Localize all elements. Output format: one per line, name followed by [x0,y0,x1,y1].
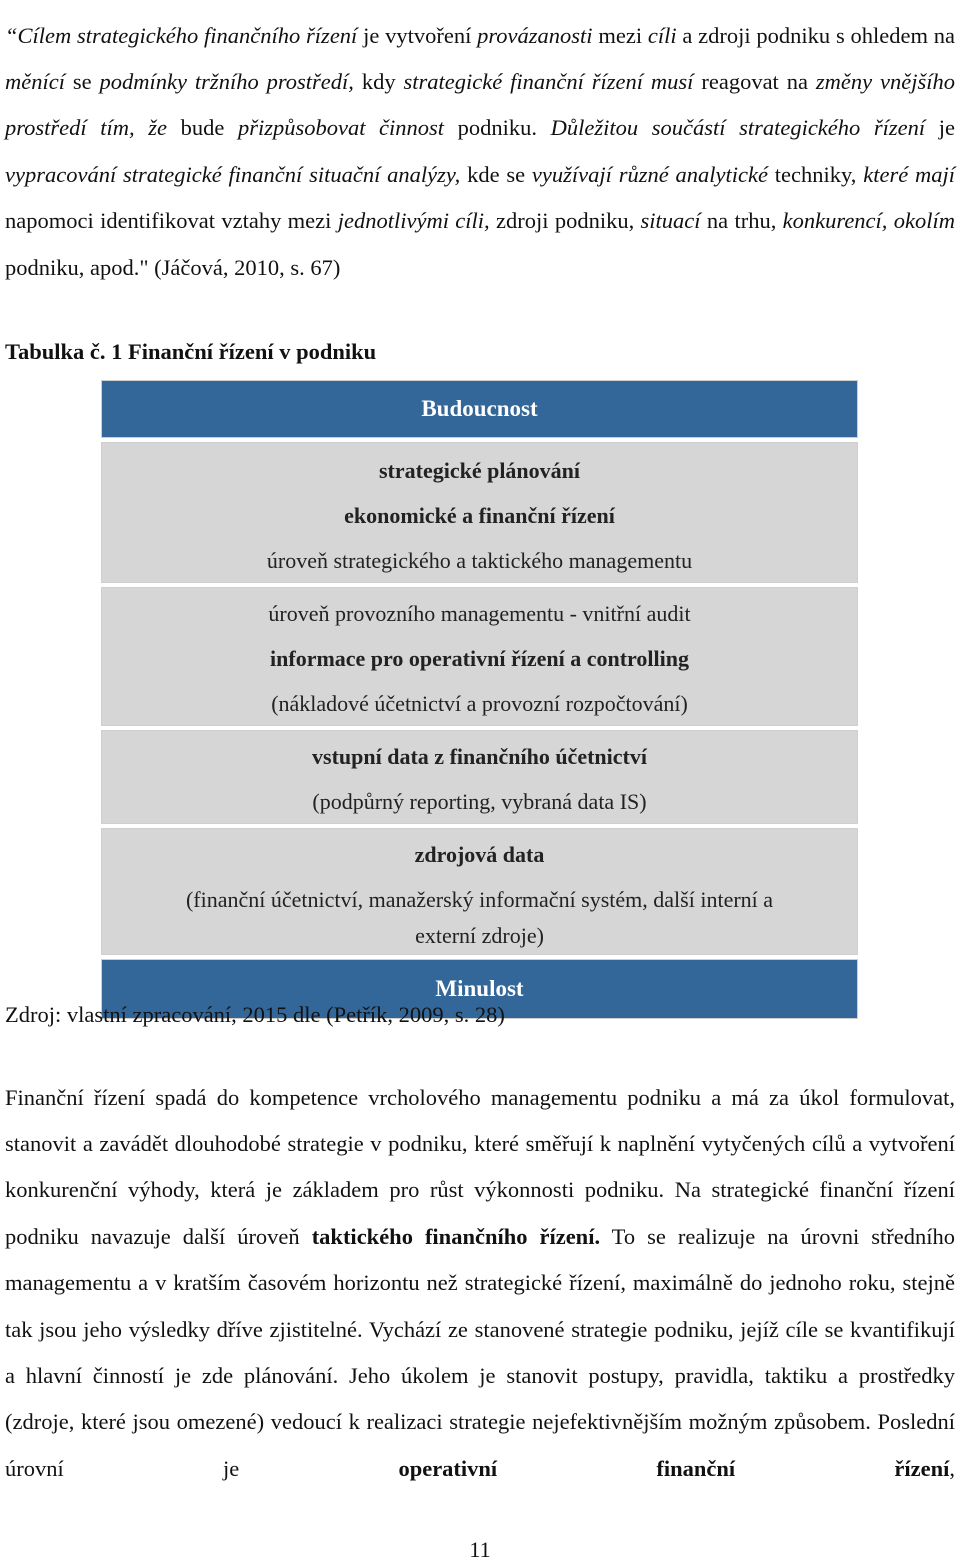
row-line: úroveň provozního managementu - vnitřní audit [268,601,691,626]
table-row-input-data [101,730,858,824]
quote-segment: přizpůsobovat činnost [237,115,445,141]
body-segment: , [949,1455,956,1481]
quote-segment: konkurencí, okolím [782,208,955,234]
table-row-source-data [101,828,858,955]
quote-segment: napomoci identifikovat vztahy mezi [5,208,338,234]
body-paragraph [5,1075,955,1493]
body-segment-bold: operativní finanční řízení [398,1455,950,1481]
quote-segment: se [64,68,100,94]
quote-segment: na trhu, [700,208,783,234]
row-line: (podpůrný reporting, vybraná data IS) [312,789,647,814]
quote-segment: změny vnějšího prostředí tím, že [5,68,955,141]
quote-segment: situací [640,208,701,234]
quote-segment: “Cílem strategického finančního řízení [5,22,358,48]
row-line: vstupní data z finančního účetnictví [312,744,647,769]
row-line: (finanční účetnictví, manažerský informační systém, další interní a [185,887,774,912]
quote-segment: mezi [592,22,648,48]
row-line: informace pro operativní řízení a controlling [270,646,689,671]
quote-segment: kdy [353,68,404,94]
body-segment: Finanční řízení spadá do kompetence vrcholového managementu podniku a má za úkol formulovat, stanovit a zavádět dlouhodobé strategie v podniku, které směřují k naplnění vytyčených cílů a vytvoření konkurenční výhody, která je základem pro růst výkonnosti podniku. Na strategické finanční řízení podniku navazuje další úroveň [5,1084,955,1249]
row-line: (nákladové účetnictví a provozní rozpočtování) [271,691,688,716]
quote-paragraph [5,13,955,291]
row-line: zdrojová data [414,842,545,867]
quote-segment: využívají různé analytické [531,161,768,187]
table-header-future [101,380,858,438]
quote-segment: které mají [863,161,956,187]
past-label: Minulost [435,976,524,1001]
table-source: Zdroj: vlastní zpracování, 2015 dle (Petřík, 2009, s. 28) [5,1002,505,1027]
quote-segment: podmínky tržního prostředí, [99,68,354,94]
table-caption: Tabulka č. 1 Finanční řízení v podniku [5,339,377,364]
quote-segment: měnící [5,68,65,94]
quote-segment: bude [167,115,238,141]
quote-segment: a zdroji podniku s ohledem na [676,22,955,48]
table-row-operational [101,587,858,726]
financial-management-table [101,380,858,1019]
quote-segment: cíli [647,22,677,48]
row-line: úroveň strategického a taktického managementu [266,548,693,573]
quote-segment: je [925,115,955,141]
quote-segment: vypracování strategické finanční situační analýzy, [5,161,461,187]
quote-segment: provázanosti [477,22,593,48]
row-line: externí zdroje) [415,923,544,948]
quote-segment: podniku. [444,115,551,141]
quote-segment: techniky, [767,161,864,187]
quote-segment: podniku, apod." (Jáčová, 2010, s. 67) [5,254,341,280]
quote-segment: reagovat na [693,68,816,94]
quote-segment: strategické finanční řízení musí [403,68,694,94]
future-label: Budoucnost [421,396,538,421]
quote-segment: zdroji podniku, [489,208,641,234]
body-segment: To se realizuje na úrovni středního managementu a v kratším časovém horizontu než strategické řízení, maximálně do jednoho roku, stejně tak jsou jeho výsledky dříve zjistitelné. Vychází ze stanovené strategie podniku, jejíž cíle se kvantifikují a hlavní činností je zde plánování. Jeho úkolem je stanovit postupy, pravidla, taktiku a prostředky (zdroje, které jsou omezené) vedoucí k realizaci strategie nejefektivnějším možným způsobem. Poslední úrovní je [5,1223,955,1481]
body-segment-bold: taktického finančního řízení. [311,1223,601,1249]
quote-segment: jednotlivými cíli, [337,208,490,234]
page-number: 11 [469,1537,491,1562]
table-row-strategic [101,442,858,583]
quote-segment: Důležitou součástí strategického řízení [550,115,926,141]
quote-segment: je vytvoření [357,22,478,48]
row-line: ekonomické a finanční řízení [344,503,615,528]
row-line: strategické plánování [378,458,581,483]
quote-segment: kde se [460,161,532,187]
